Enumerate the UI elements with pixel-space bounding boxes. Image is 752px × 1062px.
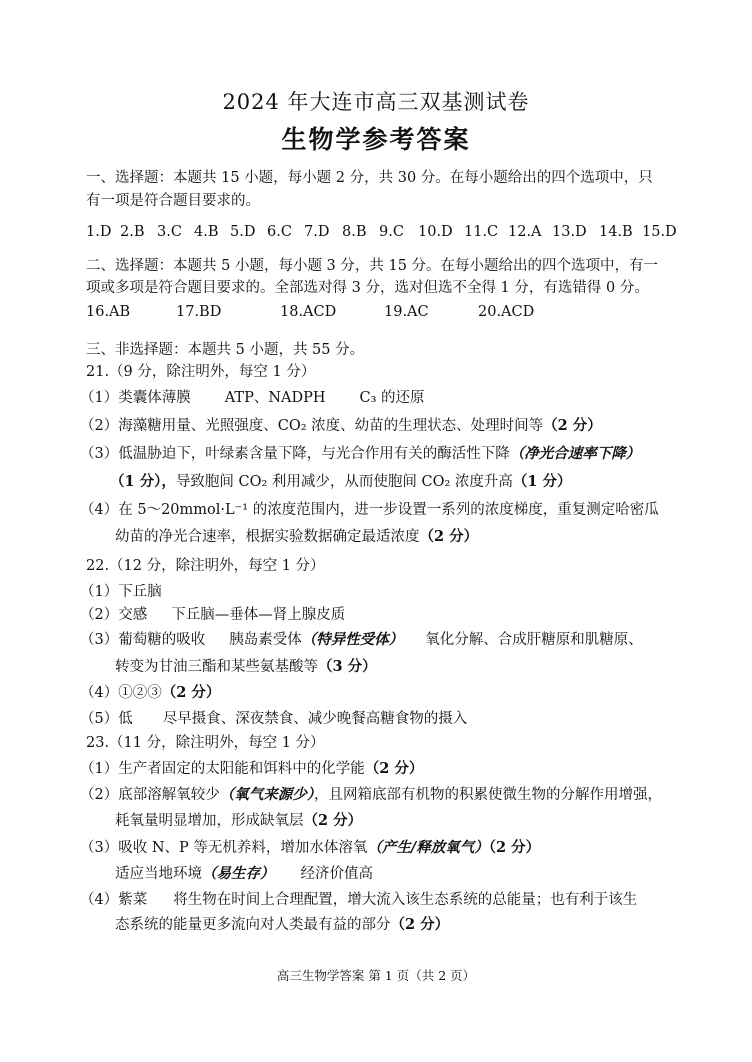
q21-p1-answer-a: 类囊体薄膜 bbox=[118, 390, 191, 406]
section3-heading: 三、非选择题：本题共 5 小题，共 55 分。 bbox=[86, 342, 365, 358]
answer-19: 19.AC bbox=[384, 304, 429, 320]
answer-20: 20.ACD bbox=[478, 304, 535, 320]
q21-part1 bbox=[80, 388, 425, 408]
q23-part2-line1 bbox=[80, 785, 662, 805]
q23-part3-line1 bbox=[80, 838, 540, 858]
q21-p3-note: （净光合速率下降） bbox=[509, 445, 641, 462]
q22-part4 bbox=[80, 683, 220, 703]
q21-p4-text2: 幼苗的净光合速率，根据实验数据确定最适浓度 bbox=[115, 529, 420, 545]
answer-8: 8.B bbox=[342, 224, 367, 240]
q22-p4-text: ①②③ bbox=[118, 685, 162, 701]
q21-part4-line1 bbox=[80, 500, 659, 520]
answer-15: 15.D bbox=[642, 224, 677, 240]
q21-header: 21.（9 分，除注明外，每空 1 分） bbox=[86, 364, 316, 380]
q22-p5-number: （5） bbox=[80, 711, 119, 727]
q23-p2-number: （2） bbox=[80, 787, 119, 803]
q22-p3-answer-c: 氧化分解、合成肝糖原和肌糖原、 bbox=[425, 632, 643, 648]
page-footer: 高三生物学答案 第 1 页（共 2 页） bbox=[276, 968, 476, 983]
q23-p3-note2: （易生存） bbox=[202, 865, 275, 882]
q23-p3-answer-b: 经济价值高 bbox=[300, 866, 373, 882]
q23-p3-text: 吸收 N、P 等无机养料，增加水体溶氧 bbox=[118, 840, 368, 856]
q22-part3-line2 bbox=[115, 657, 377, 677]
q23-p3-answer-a: 适应当地环境 bbox=[115, 866, 202, 882]
q23-p2-score: （2 分） bbox=[303, 812, 363, 829]
q23-p2-note: （氧气来源少） bbox=[219, 786, 314, 803]
q23-p4-score: （2 分） bbox=[390, 916, 450, 933]
q21-part3-line2 bbox=[110, 472, 572, 492]
answer-5: 5.D bbox=[230, 224, 256, 240]
document-title: 2024 年大连市高三双基测试卷 bbox=[222, 90, 530, 114]
answer-7: 7.D bbox=[304, 224, 330, 240]
answer-10: 10.D bbox=[418, 224, 453, 240]
q22-p4-score: （2 分） bbox=[161, 684, 221, 701]
q21-p1-number: （1） bbox=[80, 390, 119, 406]
q23-p1-number: （1） bbox=[80, 761, 119, 777]
q22-part5 bbox=[80, 709, 467, 729]
document-subtitle: 生物学参考答案 bbox=[281, 125, 471, 154]
q21-p2-number: （2） bbox=[80, 418, 119, 434]
q21-p2-score: （2 分） bbox=[543, 417, 602, 434]
answer-13: 13.D bbox=[552, 224, 587, 240]
q22-p2-number: （2） bbox=[80, 607, 119, 623]
q23-part2-line2 bbox=[115, 811, 362, 831]
q23-header: 23.（11 分，除注明外，每空 1 分） bbox=[86, 735, 325, 751]
q21-part2 bbox=[80, 416, 602, 436]
answer-4: 4.B bbox=[194, 224, 219, 240]
q21-p3-text: 低温胁迫下，叶绿素含量下降，与光合作用有关的酶活性下降 bbox=[118, 446, 510, 462]
q21-part3-line1 bbox=[80, 444, 640, 464]
q23-p2-text3: 耗氧量明显增加，形成缺氧层 bbox=[115, 813, 304, 829]
q21-p2-text: 海藻糖用量、光照强度、CO₂ 浓度、幼苗的生理状态、处理时间等 bbox=[118, 418, 544, 434]
q23-p4-text: 将生物在时间上合理配置，增大流入该生态系统的总能量；也有利于该生 bbox=[173, 892, 638, 908]
q23-p3-number: （3） bbox=[80, 840, 119, 856]
section1-heading-line2: 有一项是符合题目要求的。 bbox=[86, 193, 260, 209]
q22-p5-answer-b: 尽早摄食、深夜禁食、减少晚餐高糖食物的摄入 bbox=[162, 711, 468, 727]
q23-part3-line2 bbox=[115, 864, 373, 884]
q22-p3-note: （特异性受体） bbox=[301, 631, 404, 648]
q22-p5-answer-a: 低 bbox=[118, 711, 133, 727]
q22-part1 bbox=[80, 582, 162, 602]
q23-p4-text2: 态系统的能量更多流向对人类最有益的部分 bbox=[115, 917, 391, 933]
q23-p3-score: （2 分） bbox=[488, 839, 541, 856]
answer-3: 3.C bbox=[157, 224, 182, 240]
q23-p1-text: 生产者固定的太阳能和饵料中的化学能 bbox=[118, 761, 365, 777]
q22-p2-answer-b: 下丘脑—垂体—肾上腺皮质 bbox=[171, 607, 346, 623]
q23-part4-line1 bbox=[80, 890, 637, 910]
q21-p4-number: （4） bbox=[80, 502, 119, 518]
answer-1: 1.D bbox=[86, 224, 112, 240]
section2-heading-line1: 二、选择题：本题共 5 小题，每小题 3 分，共 15 分。在每小题给出的四个选项中，有一 bbox=[86, 258, 659, 274]
q21-part4-line2 bbox=[115, 527, 478, 547]
q21-p4-score: （2 分） bbox=[419, 528, 479, 545]
q22-part3-line1 bbox=[80, 630, 643, 650]
q21-p1-answer-b: ATP、NADPH bbox=[224, 390, 326, 406]
q23-p2-text2: ，且网箱底部有机物的积累使微生物的分解作用增强， bbox=[313, 787, 662, 803]
answer-2: 2.B bbox=[120, 224, 145, 240]
q21-p3-score1: （1 分）， bbox=[110, 473, 176, 490]
q22-p4-number: （4） bbox=[80, 685, 119, 701]
q23-p4-number: （4） bbox=[80, 892, 119, 908]
q22-p3-text2: 转变为甘油三酯和某些氨基酸等 bbox=[115, 659, 318, 675]
q21-p3-score2: （1 分） bbox=[512, 473, 572, 490]
q23-part4-line2 bbox=[115, 915, 449, 935]
q22-p3-answer-a: 葡萄糖的吸收 bbox=[118, 632, 206, 648]
answer-11: 11.C bbox=[464, 224, 499, 240]
q23-p2-text: 底部溶解氧较少 bbox=[118, 787, 220, 803]
answer-18: 18.ACD bbox=[280, 304, 337, 320]
q23-p3-note: （产生/释放氧气） bbox=[367, 839, 489, 856]
q22-p2-answer-a: 交感 bbox=[118, 607, 148, 623]
q21-p3-text2: 导致胞间 CO₂ 利用减少，从而使胞间 CO₂ 浓度升高 bbox=[175, 474, 513, 490]
q21-p1-answer-c: C₃ 的还原 bbox=[359, 390, 425, 406]
q22-p3-answer-b: 胰岛素受体 bbox=[229, 632, 302, 648]
answer-6: 6.C bbox=[267, 224, 292, 240]
q22-header: 22.（12 分，除注明外，每空 1 分） bbox=[86, 558, 325, 574]
q21-p4-text: 在 5～20mmol·L⁻¹ 的浓度范围内，进一步设置一系列的浓度梯度，重复测定哈密瓜 bbox=[118, 502, 659, 518]
section1-heading-line1: 一、选择题：本题共 15 小题，每小题 2 分，共 30 分。在每小题给出的四个选项中，只 bbox=[86, 170, 653, 186]
answer-12: 12.A bbox=[508, 224, 542, 240]
q22-p1-number: （1） bbox=[80, 584, 119, 600]
answer-14: 14.B bbox=[599, 224, 633, 240]
q22-p1-text: 下丘脑 bbox=[118, 584, 162, 600]
q23-part1 bbox=[80, 759, 423, 779]
section2-heading-line2: 项或多项是符合题目要求的。全部选对得 3 分，选对但选不全得 1 分，有选错得 0 分。 bbox=[86, 280, 649, 296]
answer-9: 9.C bbox=[379, 224, 404, 240]
answer-16: 16.AB bbox=[86, 304, 131, 320]
q22-part2 bbox=[80, 605, 345, 625]
q23-p4-answer-a: 紫菜 bbox=[118, 892, 148, 908]
q23-p1-score: （2 分） bbox=[364, 760, 424, 777]
answer-17: 17.BD bbox=[176, 304, 222, 320]
q22-p3-score: （3 分） bbox=[318, 658, 377, 675]
q22-p3-number: （3） bbox=[80, 632, 119, 648]
q21-p3-number: （3） bbox=[80, 446, 119, 462]
